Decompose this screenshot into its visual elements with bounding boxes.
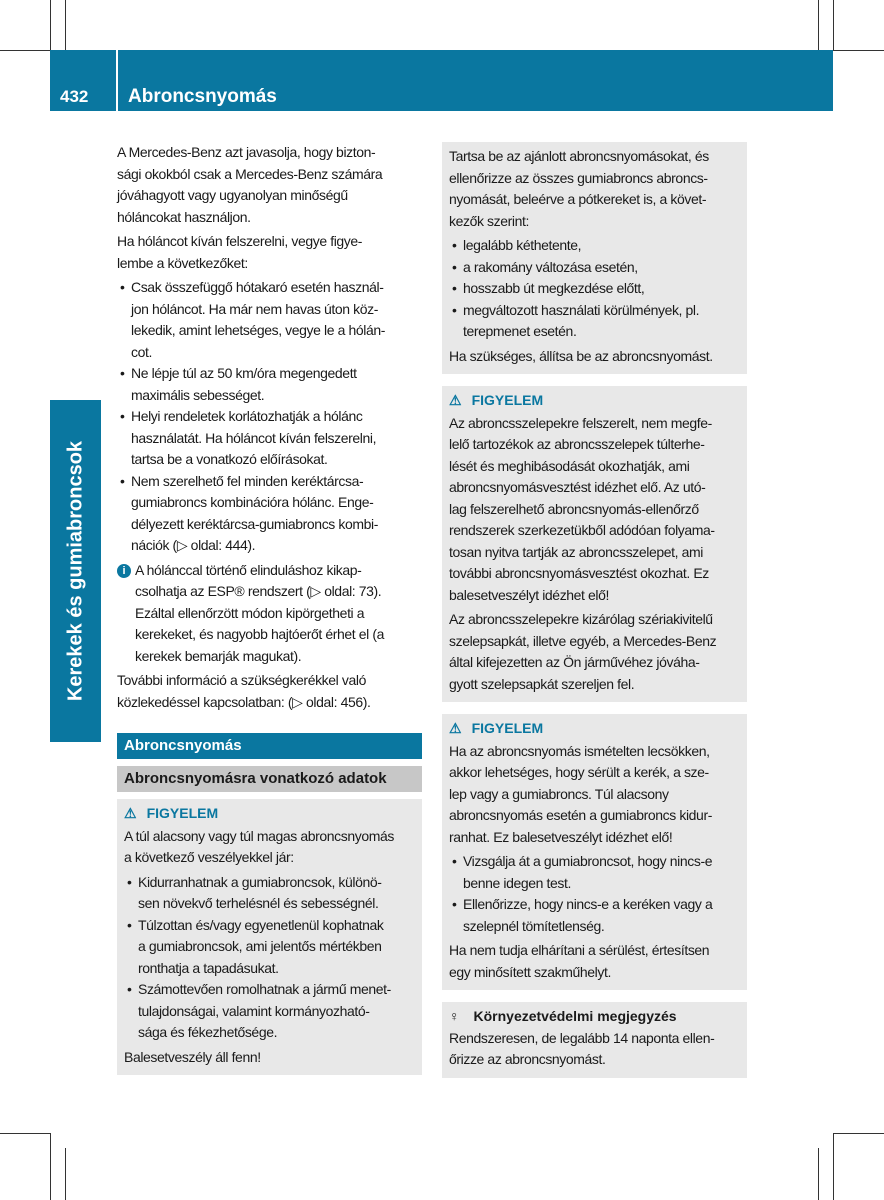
right-column <box>442 142 747 1078</box>
crop-mark <box>50 1133 51 1200</box>
list-item: • hosszabb út megkezdése előtt, <box>449 278 740 300</box>
info-note <box>117 560 422 668</box>
crop-mark <box>65 1148 66 1200</box>
warning-box <box>442 714 747 990</box>
info-icon: i <box>117 564 131 578</box>
leaf-icon: ♀ <box>449 1008 460 1024</box>
warning-triangle-icon: ⚠ <box>449 392 462 408</box>
page-number: 432 <box>60 87 89 106</box>
list-item: • Csak összefüggő hótakaró esetén használ- jon hóláncot. Ha már nem havas úton köz- lekedik, amint lehetséges, vegye le a hólán- cot. <box>117 277 422 363</box>
list-item: • legalább kéthetente, <box>449 235 740 257</box>
bullet-list <box>117 277 422 557</box>
page-title: Abroncsnyomás <box>128 86 277 107</box>
warning-title: FIGYELEM <box>471 392 544 408</box>
paragraph: Az abroncsszelepekre felszerelt, nem megfe- lelő tartozékok az abroncsszelepek túlterhe- lését és meghibásodását okozhatják, ami abroncsnyomásvesztést idézhet elő. Az utó- lag felszerelhető abroncsnyomás-ellenőrző rendszerek szerkezetükből adódóan folyama- tosan nyitva tartják az abroncsszelepet, ami további abroncsnyomásvesztést okozhat. Ez balesetveszélyt idézhet elő! <box>449 414 715 603</box>
crop-mark <box>65 0 66 50</box>
chapter-tab-label: Kerekek és gumiabroncsok <box>64 440 86 702</box>
paragraph: Ha szükséges, állítsa be az abroncsnyomást. <box>449 347 713 364</box>
paragraph: További információ a szükségkerékkel való közlekedéssel kapcsolatban: (▷ oldal: 456). <box>117 672 371 710</box>
crop-mark <box>50 0 51 50</box>
warning-triangle-icon: ⚠ <box>449 720 462 736</box>
list-item: • Nem szerelhető fel minden keréktárcsa- gumiabroncs kombinációra hólánc. Enge- délyezett keréktárcsa-gumiabroncs kombi- nációk (▷ oldal: 444). <box>117 471 422 557</box>
list-item: • Ellenőrizze, hogy nincs-e a keréken vagy a szelepnél tömítetlenség. <box>449 894 740 937</box>
list-item: • Túlzottan és/vagy egyenetlenül kophatnak a gumiabroncsok, ami jelentős mértékben ronthatja a tapadásukat. <box>124 915 415 980</box>
warning-triangle-icon: ⚠ <box>124 805 137 821</box>
warning-heading <box>124 803 415 825</box>
paragraph: Tartsa be az ajánlott abroncsnyomásokat, és ellenőrizze az összes gumiabroncs abroncs- nyomását, beleérve a pótkereket is, a követ- kezők szerint: <box>449 148 709 229</box>
paragraph: A Mercedes-Benz azt javasolja, hogy bizton- sági okokból csak a Mercedes-Benz számára jóváhagyott vagy ugyanolyan minőségű hóláncokat használjon. <box>117 144 383 225</box>
bullet-list <box>449 235 740 343</box>
warning-box <box>117 799 422 1075</box>
paragraph: Rendszeresen, de legalább 14 naponta ellen- őrizze az abroncsnyomást. <box>449 1029 715 1067</box>
list-item: • Kidurranhatnak a gumiabroncsok, különö- sen növekvő terhelésnél és sebességnél. <box>124 872 415 915</box>
bullet-list <box>124 872 415 1044</box>
list-item: • Számottevően romolhatnak a jármű menet- tulajdonságai, valamint kormányozható- sága és fékezhetősége. <box>124 979 415 1044</box>
list-item: • a rakomány változása esetén, <box>449 257 740 279</box>
environment-note-title: Környezetvédelmi megjegyzés <box>473 1008 677 1024</box>
chapter-tab <box>50 400 101 742</box>
paragraph: Ha nem tudja elhárítani a sérülést, értesítsen egy minősített szakműhelyt. <box>449 942 710 980</box>
crop-mark <box>0 1133 50 1134</box>
crop-mark <box>818 1148 819 1200</box>
warning-heading <box>449 390 740 412</box>
warning-title: FIGYELEM <box>471 720 544 736</box>
list-item: • Ne lépje túl az 50 km/óra megengedett maximális sebességet. <box>117 363 422 406</box>
bullet-list <box>449 851 740 937</box>
subsection-heading: Abroncsnyomásra vonatkozó adatok <box>117 766 422 792</box>
paragraph: Ha az abroncsnyomás ismételten lecsökken, akkor lehetséges, hogy sérült a kerék, a sze- lep vagy a gumiabroncs. Túl alacsony abroncsnyomás esetén a gumiabroncs kidur- ranhat. Ez balesetveszélyt idézhet elő! <box>449 742 712 845</box>
crop-mark <box>818 0 819 50</box>
list-item: • Vizsgálja át a gumiabroncsot, hogy nincs-e benne idegen test. <box>449 851 740 894</box>
crop-mark <box>833 1133 884 1134</box>
crop-mark <box>833 50 884 51</box>
paragraph: Ha hóláncot kíván felszerelni, vegye figye- lembe a következőket: <box>117 233 363 271</box>
warning-heading <box>449 718 740 740</box>
paragraph: A túl alacsony vagy túl magas abroncsnyomás a következő veszélyekkel jár: <box>124 827 394 865</box>
header-divider <box>116 50 118 111</box>
environment-note-heading <box>449 1006 740 1028</box>
crop-mark <box>833 0 834 50</box>
section-heading: Abroncsnyomás <box>117 733 422 759</box>
warning-title: FIGYELEM <box>146 805 219 821</box>
list-item: • megváltozott használati körülmények, pl. terepmenet esetén. <box>449 300 740 343</box>
crop-mark <box>0 50 50 51</box>
list-item: • Helyi rendeletek korlátozhatják a hólánc használatát. Ha hóláncot kíván felszerelni, tartsa be a vonatkozó előírásokat. <box>117 406 422 471</box>
page-header <box>50 50 833 111</box>
warning-box <box>442 386 747 702</box>
info-box <box>442 142 747 374</box>
crop-mark <box>833 1133 834 1200</box>
info-note-text: A hólánccal történő elinduláshoz kikap- csolhatja az ESP® rendszert (▷ oldal: 73). Ezáltal ellenőrzött módon kipörgetheti a kerekeket, és nagyobb hajtóerőt érhet el (a kerekek bemarják magukat). <box>135 561 384 664</box>
paragraph: Az abroncsszelepekre kizárólag szériakivitelű szelepsapkát, illetve egyéb, a Mercedes-Benz által kifejezetten az Ön járművéhez jóváha- gyott szelepsapkát szereljen fel. <box>449 611 717 692</box>
left-column <box>117 142 422 1075</box>
paragraph: Balesetveszély áll fenn! <box>124 1048 261 1065</box>
environment-note <box>442 1002 747 1078</box>
